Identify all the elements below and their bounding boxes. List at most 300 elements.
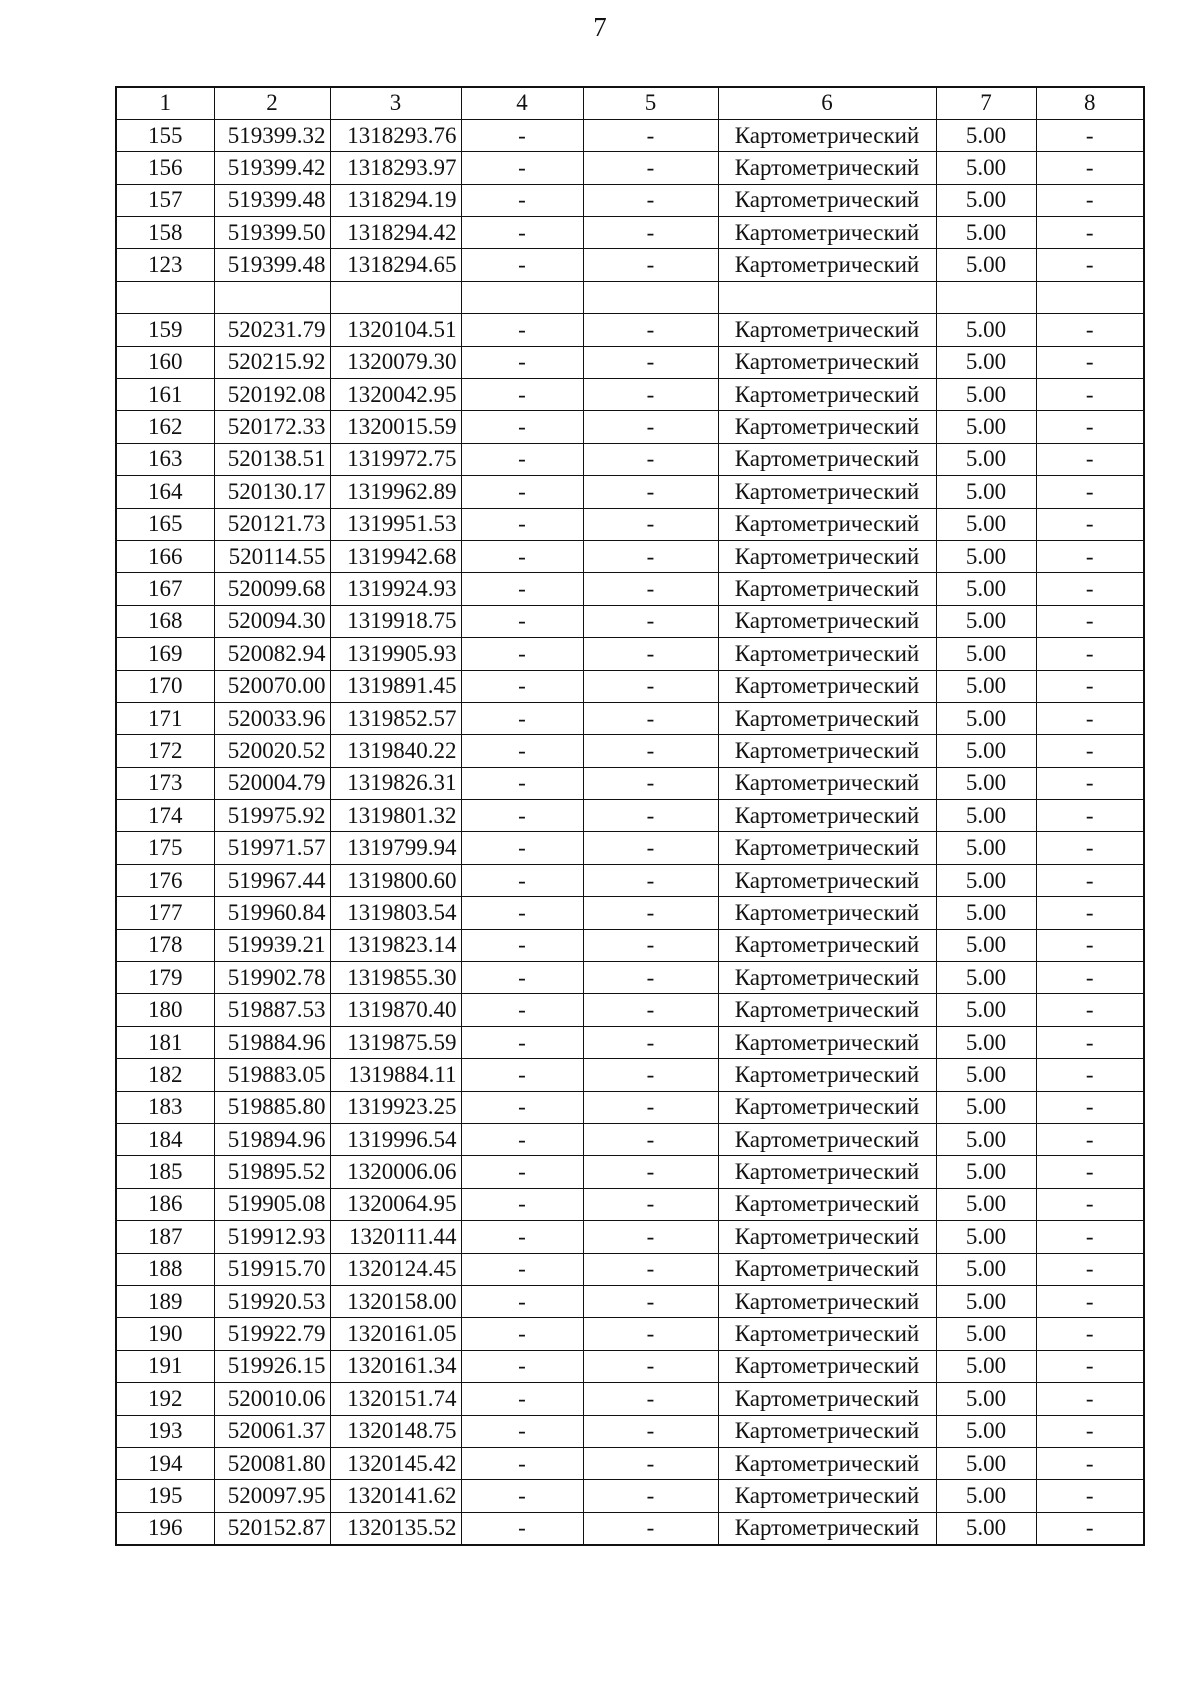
table-row xyxy=(116,1318,1144,1350)
method-cell: Картометрический xyxy=(718,1221,936,1253)
table-row xyxy=(116,1124,1144,1156)
x-coordinate-cell: 519971.57 xyxy=(214,832,330,864)
accuracy-cell: 5.00 xyxy=(936,1091,1036,1123)
col8-cell xyxy=(1036,281,1144,313)
column-header: 2 xyxy=(214,87,330,119)
point-number-cell: 188 xyxy=(116,1253,214,1285)
x-coordinate-cell: 519399.50 xyxy=(214,217,330,249)
x-coordinate-cell: 520138.51 xyxy=(214,443,330,475)
col5-cell: - xyxy=(583,702,718,734)
y-coordinate-cell: 1320148.75 xyxy=(330,1415,461,1447)
page-number: 7 xyxy=(593,12,607,42)
col8-cell: - xyxy=(1036,800,1144,832)
accuracy-cell: 5.00 xyxy=(936,1026,1036,1058)
method-cell: Картометрический xyxy=(718,1383,936,1415)
x-coordinate-cell: 520192.08 xyxy=(214,379,330,411)
table-row xyxy=(116,184,1144,216)
x-coordinate-cell: 519885.80 xyxy=(214,1091,330,1123)
accuracy-cell: 5.00 xyxy=(936,735,1036,767)
method-cell: Картометрический xyxy=(718,184,936,216)
accuracy-cell: 5.00 xyxy=(936,1318,1036,1350)
col8-cell: - xyxy=(1036,249,1144,281)
point-number-cell: 192 xyxy=(116,1383,214,1415)
col8-cell: - xyxy=(1036,119,1144,151)
table-row xyxy=(116,1253,1144,1285)
point-number-cell: 161 xyxy=(116,379,214,411)
col8-cell: - xyxy=(1036,1188,1144,1220)
x-coordinate-cell: 519895.52 xyxy=(214,1156,330,1188)
col5-cell: - xyxy=(583,1415,718,1447)
accuracy-cell: 5.00 xyxy=(936,573,1036,605)
col5-cell: - xyxy=(583,184,718,216)
point-number-cell: 171 xyxy=(116,702,214,734)
col5-cell: - xyxy=(583,832,718,864)
col4-cell xyxy=(461,281,583,313)
accuracy-cell xyxy=(936,281,1036,313)
col8-cell: - xyxy=(1036,1221,1144,1253)
col5-cell: - xyxy=(583,1383,718,1415)
method-cell: Картометрический xyxy=(718,379,936,411)
method-cell: Картометрический xyxy=(718,1447,936,1479)
point-number-cell: 179 xyxy=(116,962,214,994)
column-header: 6 xyxy=(718,87,936,119)
point-number-cell: 169 xyxy=(116,638,214,670)
col8-cell: - xyxy=(1036,670,1144,702)
y-coordinate-cell xyxy=(330,281,461,313)
col5-cell: - xyxy=(583,152,718,184)
table-row xyxy=(116,281,1144,313)
accuracy-cell: 5.00 xyxy=(936,670,1036,702)
y-coordinate-cell: 1319923.25 xyxy=(330,1091,461,1123)
method-cell: Картометрический xyxy=(718,1188,936,1220)
accuracy-cell: 5.00 xyxy=(936,379,1036,411)
y-coordinate-cell: 1319826.31 xyxy=(330,767,461,799)
col8-cell: - xyxy=(1036,476,1144,508)
col5-cell: - xyxy=(583,897,718,929)
accuracy-cell: 5.00 xyxy=(936,767,1036,799)
col5-cell: - xyxy=(583,1124,718,1156)
col8-cell: - xyxy=(1036,1318,1144,1350)
x-coordinate-cell: 519883.05 xyxy=(214,1059,330,1091)
accuracy-cell: 5.00 xyxy=(936,184,1036,216)
accuracy-cell: 5.00 xyxy=(936,1512,1036,1544)
accuracy-cell: 5.00 xyxy=(936,249,1036,281)
col8-cell: - xyxy=(1036,605,1144,637)
col5-cell: - xyxy=(583,1253,718,1285)
accuracy-cell: 5.00 xyxy=(936,994,1036,1026)
col5-cell: - xyxy=(583,540,718,572)
col5-cell: - xyxy=(583,217,718,249)
col8-cell: - xyxy=(1036,1156,1144,1188)
col8-cell: - xyxy=(1036,1124,1144,1156)
x-coordinate-cell: 520004.79 xyxy=(214,767,330,799)
col8-cell: - xyxy=(1036,508,1144,540)
method-cell: Картометрический xyxy=(718,1156,936,1188)
method-cell: Картометрический xyxy=(718,800,936,832)
method-cell: Картометрический xyxy=(718,994,936,1026)
col8-cell: - xyxy=(1036,1091,1144,1123)
col8-cell: - xyxy=(1036,929,1144,961)
accuracy-cell: 5.00 xyxy=(936,638,1036,670)
col4-cell: - xyxy=(461,152,583,184)
y-coordinate-cell: 1320079.30 xyxy=(330,346,461,378)
method-cell: Картометрический xyxy=(718,735,936,767)
y-coordinate-cell: 1320124.45 xyxy=(330,1253,461,1285)
table-row xyxy=(116,379,1144,411)
table-row xyxy=(116,864,1144,896)
point-number-cell: 160 xyxy=(116,346,214,378)
col4-cell: - xyxy=(461,994,583,1026)
method-cell: Картометрический xyxy=(718,605,936,637)
x-coordinate-cell: 520033.96 xyxy=(214,702,330,734)
x-coordinate-cell: 519399.42 xyxy=(214,152,330,184)
col4-cell: - xyxy=(461,1188,583,1220)
point-number-cell: 166 xyxy=(116,540,214,572)
y-coordinate-cell: 1319996.54 xyxy=(330,1124,461,1156)
col8-cell: - xyxy=(1036,1480,1144,1512)
col8-cell: - xyxy=(1036,1383,1144,1415)
y-coordinate-cell: 1318293.97 xyxy=(330,152,461,184)
y-coordinate-cell: 1320111.44 xyxy=(330,1221,461,1253)
x-coordinate-cell: 520114.55 xyxy=(214,540,330,572)
col5-cell: - xyxy=(583,800,718,832)
y-coordinate-cell: 1320141.62 xyxy=(330,1480,461,1512)
col4-cell: - xyxy=(461,1253,583,1285)
table-row xyxy=(116,1156,1144,1188)
col5-cell: - xyxy=(583,249,718,281)
accuracy-cell: 5.00 xyxy=(936,119,1036,151)
x-coordinate-cell: 519922.79 xyxy=(214,1318,330,1350)
method-cell: Картометрический xyxy=(718,1285,936,1317)
column-header: 5 xyxy=(583,87,718,119)
point-number-cell: 180 xyxy=(116,994,214,1026)
col8-cell: - xyxy=(1036,443,1144,475)
x-coordinate-cell: 519920.53 xyxy=(214,1285,330,1317)
table-row xyxy=(116,994,1144,1026)
point-number-cell: 193 xyxy=(116,1415,214,1447)
col5-cell: - xyxy=(583,638,718,670)
col4-cell: - xyxy=(461,800,583,832)
accuracy-cell: 5.00 xyxy=(936,702,1036,734)
method-cell: Картометрический xyxy=(718,314,936,346)
point-number-cell: 181 xyxy=(116,1026,214,1058)
table-row xyxy=(116,540,1144,572)
table-row xyxy=(116,1188,1144,1220)
col5-cell: - xyxy=(583,1059,718,1091)
x-coordinate-cell: 520020.52 xyxy=(214,735,330,767)
point-number-cell: 175 xyxy=(116,832,214,864)
col4-cell: - xyxy=(461,1059,583,1091)
table-row xyxy=(116,1447,1144,1479)
col5-cell: - xyxy=(583,346,718,378)
point-number-cell: 183 xyxy=(116,1091,214,1123)
point-number-cell: 191 xyxy=(116,1350,214,1382)
col8-cell: - xyxy=(1036,1512,1144,1544)
col8-cell: - xyxy=(1036,1447,1144,1479)
col4-cell: - xyxy=(461,605,583,637)
x-coordinate-cell: 519894.96 xyxy=(214,1124,330,1156)
x-coordinate-cell: 519399.48 xyxy=(214,249,330,281)
accuracy-cell: 5.00 xyxy=(936,1415,1036,1447)
point-number-cell: 185 xyxy=(116,1156,214,1188)
y-coordinate-cell: 1319905.93 xyxy=(330,638,461,670)
method-cell: Картометрический xyxy=(718,119,936,151)
accuracy-cell: 5.00 xyxy=(936,443,1036,475)
point-number-cell: 163 xyxy=(116,443,214,475)
col4-cell: - xyxy=(461,314,583,346)
col5-cell: - xyxy=(583,508,718,540)
y-coordinate-cell: 1320161.05 xyxy=(330,1318,461,1350)
col5-cell: - xyxy=(583,1091,718,1123)
y-coordinate-cell: 1319801.32 xyxy=(330,800,461,832)
table-row xyxy=(116,638,1144,670)
col4-cell: - xyxy=(461,864,583,896)
x-coordinate-cell: 519912.93 xyxy=(214,1221,330,1253)
accuracy-cell: 5.00 xyxy=(936,1059,1036,1091)
y-coordinate-cell: 1319800.60 xyxy=(330,864,461,896)
y-coordinate-cell: 1319799.94 xyxy=(330,832,461,864)
table-row xyxy=(116,443,1144,475)
method-cell: Картометрический xyxy=(718,1124,936,1156)
col8-cell: - xyxy=(1036,346,1144,378)
accuracy-cell: 5.00 xyxy=(936,314,1036,346)
col5-cell: - xyxy=(583,735,718,767)
x-coordinate-cell: 520097.95 xyxy=(214,1480,330,1512)
col8-cell: - xyxy=(1036,638,1144,670)
point-number-cell: 172 xyxy=(116,735,214,767)
table-row xyxy=(116,573,1144,605)
col4-cell: - xyxy=(461,346,583,378)
col4-cell: - xyxy=(461,670,583,702)
table-row xyxy=(116,800,1144,832)
y-coordinate-cell: 1320006.06 xyxy=(330,1156,461,1188)
accuracy-cell: 5.00 xyxy=(936,1156,1036,1188)
y-coordinate-cell: 1319924.93 xyxy=(330,573,461,605)
y-coordinate-cell: 1319972.75 xyxy=(330,443,461,475)
table-row xyxy=(116,1383,1144,1415)
col4-cell: - xyxy=(461,1415,583,1447)
point-number-cell: 196 xyxy=(116,1512,214,1544)
method-cell: Картометрический xyxy=(718,249,936,281)
col4-cell: - xyxy=(461,735,583,767)
point-number-cell: 176 xyxy=(116,864,214,896)
col5-cell: - xyxy=(583,314,718,346)
x-coordinate-cell: 520082.94 xyxy=(214,638,330,670)
y-coordinate-cell: 1319942.68 xyxy=(330,540,461,572)
y-coordinate-cell: 1320064.95 xyxy=(330,1188,461,1220)
y-coordinate-cell: 1319918.75 xyxy=(330,605,461,637)
method-cell: Картометрический xyxy=(718,1091,936,1123)
point-number-cell: 170 xyxy=(116,670,214,702)
col8-cell: - xyxy=(1036,314,1144,346)
x-coordinate-cell: 520010.06 xyxy=(214,1383,330,1415)
x-coordinate-cell: 520099.68 xyxy=(214,573,330,605)
x-coordinate-cell: 520231.79 xyxy=(214,314,330,346)
y-coordinate-cell: 1320104.51 xyxy=(330,314,461,346)
accuracy-cell: 5.00 xyxy=(936,1447,1036,1479)
method-cell: Картометрический xyxy=(718,1512,936,1544)
table-row xyxy=(116,735,1144,767)
y-coordinate-cell: 1318293.76 xyxy=(330,119,461,151)
point-number-cell: 194 xyxy=(116,1447,214,1479)
column-header: 7 xyxy=(936,87,1036,119)
x-coordinate-cell: 519884.96 xyxy=(214,1026,330,1058)
method-cell: Картометрический xyxy=(718,540,936,572)
col5-cell: - xyxy=(583,1026,718,1058)
col4-cell: - xyxy=(461,379,583,411)
method-cell: Картометрический xyxy=(718,1480,936,1512)
col4-cell: - xyxy=(461,1383,583,1415)
col8-cell: - xyxy=(1036,184,1144,216)
col5-cell: - xyxy=(583,1447,718,1479)
x-coordinate-cell: 520061.37 xyxy=(214,1415,330,1447)
x-coordinate-cell: 520070.00 xyxy=(214,670,330,702)
table-row xyxy=(116,249,1144,281)
point-number-cell: 195 xyxy=(116,1480,214,1512)
col8-cell: - xyxy=(1036,962,1144,994)
table-row xyxy=(116,508,1144,540)
col4-cell: - xyxy=(461,540,583,572)
y-coordinate-cell: 1320158.00 xyxy=(330,1285,461,1317)
accuracy-cell: 5.00 xyxy=(936,1285,1036,1317)
y-coordinate-cell: 1319962.89 xyxy=(330,476,461,508)
col8-cell: - xyxy=(1036,1253,1144,1285)
col8-cell: - xyxy=(1036,540,1144,572)
col4-cell: - xyxy=(461,702,583,734)
col4-cell: - xyxy=(461,476,583,508)
point-number-cell: 165 xyxy=(116,508,214,540)
method-cell: Картометрический xyxy=(718,1415,936,1447)
x-coordinate-cell: 520215.92 xyxy=(214,346,330,378)
method-cell: Картометрический xyxy=(718,411,936,443)
table-row xyxy=(116,1415,1144,1447)
col5-cell: - xyxy=(583,929,718,961)
col8-cell: - xyxy=(1036,767,1144,799)
accuracy-cell: 5.00 xyxy=(936,800,1036,832)
accuracy-cell: 5.00 xyxy=(936,897,1036,929)
y-coordinate-cell: 1319951.53 xyxy=(330,508,461,540)
col8-cell: - xyxy=(1036,864,1144,896)
y-coordinate-cell: 1319855.30 xyxy=(330,962,461,994)
table-row xyxy=(116,217,1144,249)
accuracy-cell: 5.00 xyxy=(936,1253,1036,1285)
col5-cell: - xyxy=(583,864,718,896)
accuracy-cell: 5.00 xyxy=(936,508,1036,540)
col8-cell: - xyxy=(1036,379,1144,411)
col5-cell xyxy=(583,281,718,313)
col4-cell: - xyxy=(461,767,583,799)
col5-cell: - xyxy=(583,443,718,475)
method-cell: Картометрический xyxy=(718,443,936,475)
accuracy-cell: 5.00 xyxy=(936,929,1036,961)
point-number-cell: 177 xyxy=(116,897,214,929)
col8-cell: - xyxy=(1036,897,1144,929)
table-row xyxy=(116,314,1144,346)
y-coordinate-cell: 1320145.42 xyxy=(330,1447,461,1479)
col5-cell: - xyxy=(583,476,718,508)
col4-cell: - xyxy=(461,184,583,216)
point-number-cell: 173 xyxy=(116,767,214,799)
col8-cell: - xyxy=(1036,1415,1144,1447)
method-cell: Картометрический xyxy=(718,670,936,702)
point-number-cell: 174 xyxy=(116,800,214,832)
x-coordinate-cell: 520152.87 xyxy=(214,1512,330,1544)
col5-cell: - xyxy=(583,119,718,151)
x-coordinate-cell: 519399.48 xyxy=(214,184,330,216)
col4-cell: - xyxy=(461,443,583,475)
col5-cell: - xyxy=(583,1350,718,1382)
col5-cell: - xyxy=(583,1285,718,1317)
col5-cell: - xyxy=(583,994,718,1026)
accuracy-cell: 5.00 xyxy=(936,540,1036,572)
x-coordinate-cell: 520130.17 xyxy=(214,476,330,508)
method-cell: Картометрический xyxy=(718,767,936,799)
x-coordinate-cell: 520121.73 xyxy=(214,508,330,540)
col4-cell: - xyxy=(461,1156,583,1188)
point-number-cell: 157 xyxy=(116,184,214,216)
point-number-cell: 189 xyxy=(116,1285,214,1317)
col8-cell: - xyxy=(1036,411,1144,443)
accuracy-cell: 5.00 xyxy=(936,605,1036,637)
col4-cell: - xyxy=(461,897,583,929)
table-row xyxy=(116,897,1144,929)
point-number-cell: 187 xyxy=(116,1221,214,1253)
point-number-cell: 182 xyxy=(116,1059,214,1091)
method-cell: Картометрический xyxy=(718,832,936,864)
method-cell: Картометрический xyxy=(718,1253,936,1285)
col4-cell: - xyxy=(461,217,583,249)
col5-cell: - xyxy=(583,605,718,637)
point-number-cell: 168 xyxy=(116,605,214,637)
col4-cell: - xyxy=(461,249,583,281)
col4-cell: - xyxy=(461,1447,583,1479)
accuracy-cell: 5.00 xyxy=(936,152,1036,184)
method-cell: Картометрический xyxy=(718,476,936,508)
method-cell: Картометрический xyxy=(718,638,936,670)
method-cell: Картометрический xyxy=(718,1026,936,1058)
point-number-cell: 123 xyxy=(116,249,214,281)
point-number-cell: 155 xyxy=(116,119,214,151)
method-cell: Картометрический xyxy=(718,962,936,994)
col8-cell: - xyxy=(1036,994,1144,1026)
column-header: 3 xyxy=(330,87,461,119)
x-coordinate-cell: 519902.78 xyxy=(214,962,330,994)
x-coordinate-cell: 520081.80 xyxy=(214,1447,330,1479)
x-coordinate-cell: 519939.21 xyxy=(214,929,330,961)
col4-cell: - xyxy=(461,1285,583,1317)
y-coordinate-cell: 1319803.54 xyxy=(330,897,461,929)
col5-cell: - xyxy=(583,573,718,605)
method-cell: Картометрический xyxy=(718,508,936,540)
accuracy-cell: 5.00 xyxy=(936,1350,1036,1382)
col8-cell: - xyxy=(1036,702,1144,734)
method-cell xyxy=(718,281,936,313)
col4-cell: - xyxy=(461,1318,583,1350)
col5-cell: - xyxy=(583,767,718,799)
col4-cell: - xyxy=(461,929,583,961)
y-coordinate-cell: 1319870.40 xyxy=(330,994,461,1026)
accuracy-cell: 5.00 xyxy=(936,411,1036,443)
x-coordinate-cell: 519915.70 xyxy=(214,1253,330,1285)
table-row xyxy=(116,605,1144,637)
point-number-cell: 158 xyxy=(116,217,214,249)
accuracy-cell: 5.00 xyxy=(936,1383,1036,1415)
y-coordinate-cell: 1320151.74 xyxy=(330,1383,461,1415)
table-row xyxy=(116,1091,1144,1123)
col5-cell: - xyxy=(583,379,718,411)
method-cell: Картометрический xyxy=(718,702,936,734)
accuracy-cell: 5.00 xyxy=(936,962,1036,994)
